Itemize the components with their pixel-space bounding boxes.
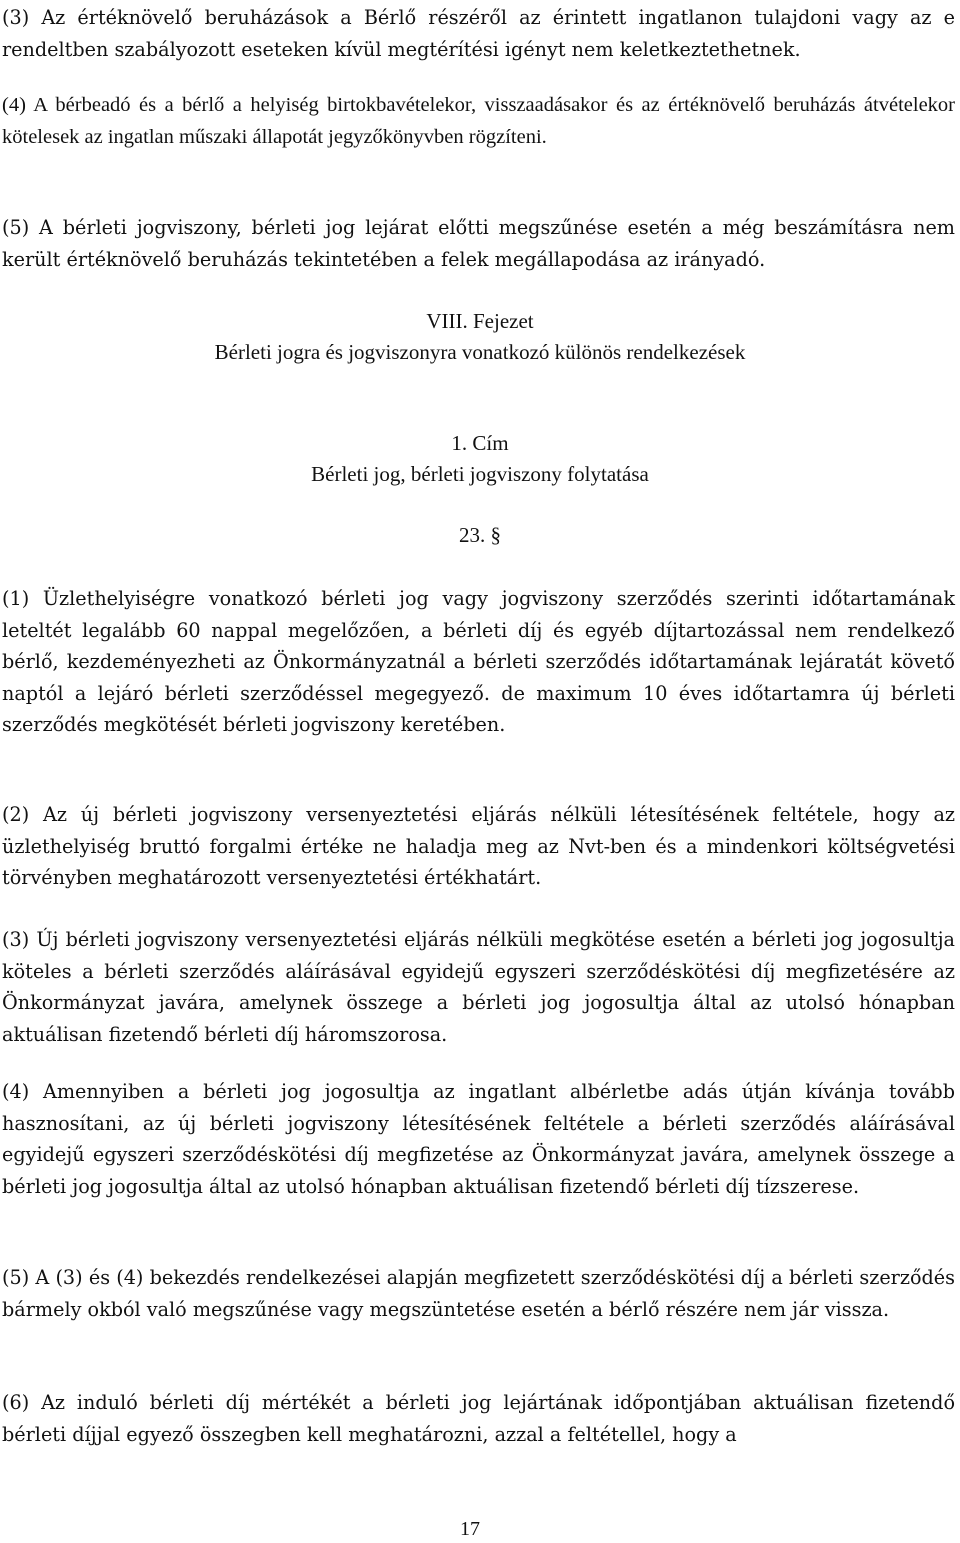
section-number: 1. Cím (451, 431, 509, 455)
article-paragraph-1: (1) Üzlethelyiségre vonatkozó bérleti jog vagy jogviszony szerződés szerinti időtartamának leteltét legalább 60 nappal megelőzően, a bérleti díj és egyéb díjtartozással nem rendelkező bérlő, kezdeményezheti az Önkormányzatnál a bérleti szerződés időtartamának lejáratát követő naptól a lejáró bérleti szerződéssel megegyező. de maximum 10 éves időtartamra új bérleti szerződés megkötését bérleti jogviszony keretében. (2, 587, 955, 736)
article-paragraph-2: (2) Az új bérleti jogviszony versenyeztetési eljárás nélküli létesítésének feltétele, hogy az üzlethelyiség bruttó forgalmi értéke ne haladja meg az Nvt-ben és a mindenkori költségvetési törvényben meghatározott versenyeztetési értékhatárt. (2, 803, 955, 889)
chapter-number: VIII. Fejezet (426, 309, 534, 333)
article-number: 23. § (459, 523, 501, 547)
article-paragraph-3: (3) Új bérleti jogviszony versenyeztetési eljárás nélküli megkötése esetén a bérleti jog jogosultja köteles a bérleti szerződés aláírásával egyidejű egyszeri szerződéskötési díj megfizetésére az Önkormányzat javára, amelynek összege a bérleti jog jogosultja által az utolsó hónapban aktuálisan fizetendő bérleti díj háromszorosa. (2, 928, 955, 1046)
paragraph-4-previous: (4) A bérbeadó és a bérlő a helyiség birtokbavételekor, visszaadásakor és az értéknövelő beruházás átvételekor kötelesek az ingatlan műszaki állapotát jegyzőkönyvben rögzíteni. (2, 94, 955, 148)
section-title: Bérleti jog, bérleti jogviszony folytatása (311, 462, 649, 486)
article-paragraph-6: (6) Az induló bérleti díj mértékét a bérleti jog lejártának időpontjában aktuálisan fizetendő bérleti díjjal egyező összegben kell meghatározni, azzal a feltétellel, hogy a (2, 1391, 955, 1446)
paragraph-5-previous: (5) A bérleti jogviszony, bérleti jog lejárat előtti megszűnése esetén a még beszámításra nem került értéknövelő beruházás tekintetében a felek megállapodása az irányadó. (2, 216, 955, 271)
chapter-title: Bérleti jogra és jogviszonyra vonatkozó különös rendelkezések (214, 340, 746, 364)
article-paragraph-4: (4) Amennyiben a bérleti jog jogosultja az ingatlant albérletbe adás útján kívánja tovább hasznosítani, az új bérleti jogviszony létesítésének feltétele a bérleti szerződés aláírásával egyidejű egyszeri szerződéskötési díj megfizetése az Önkormányzat javára, amelynek összege a bérleti jog jogosultja által az utolsó hónapban aktuálisan fizetendő bérleti díj tízszerese. (2, 1080, 955, 1198)
article-paragraph-5: (5) A (3) és (4) bekezdés rendelkezései alapján megfizetett szerződéskötési díj a bérleti szerződés bármely okból való megszűnése vagy megszüntetése esetén a bérlő részére nem jár vissza. (2, 1266, 955, 1321)
page-number: 17 (460, 1518, 480, 1540)
paragraph-3-previous: (3) Az értéknövelő beruházások a Bérlő részéről az érintett ingatlanon tulajdoni vagy az e rendeltben szabályozott eseteken kívül megtérítési igényt nem keletkeztethetnek. (2, 6, 955, 61)
